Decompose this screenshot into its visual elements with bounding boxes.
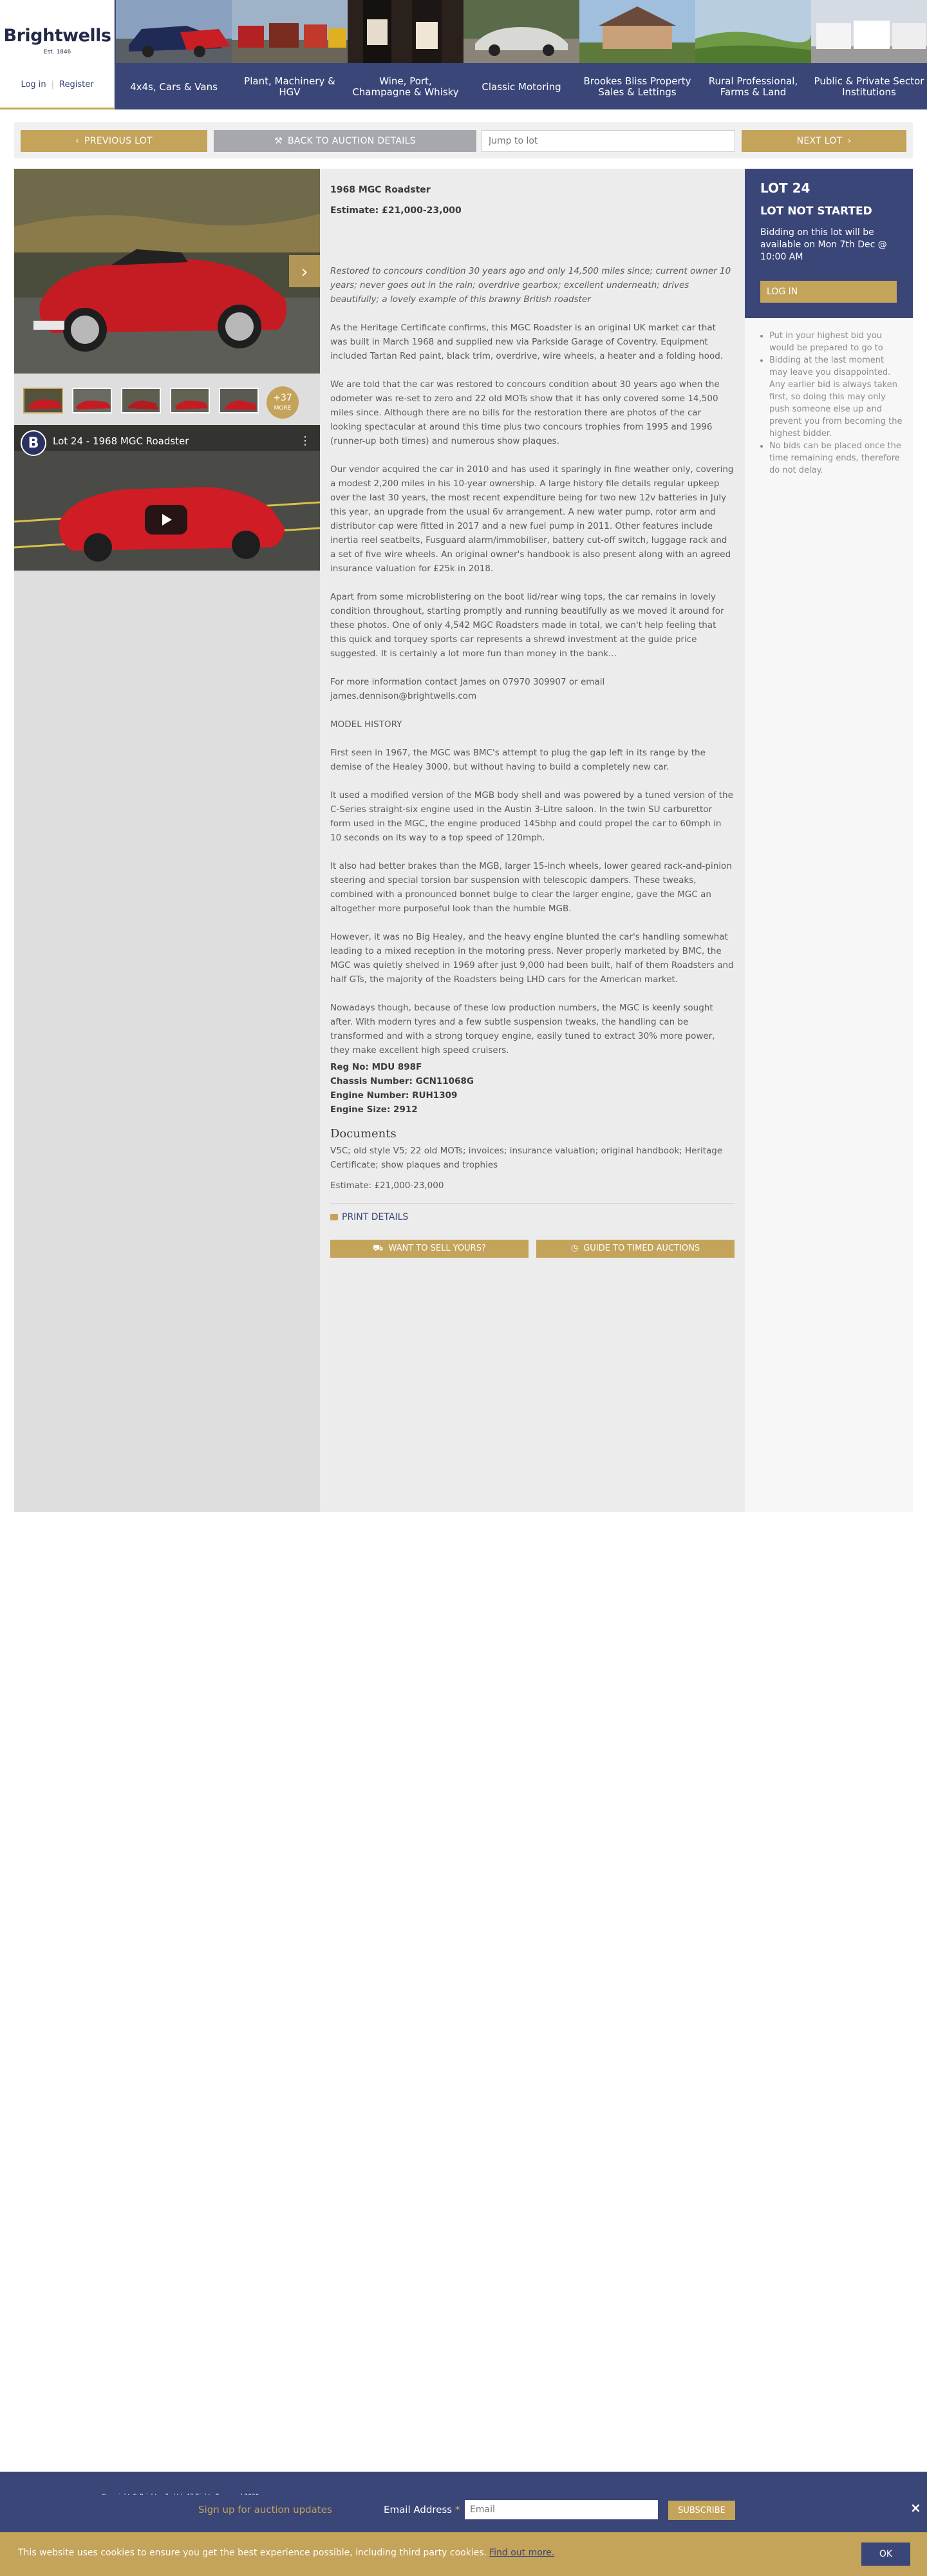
printer-icon xyxy=(330,1214,338,1220)
description-paragraph: We are told that the car was restored to concours condition about 30 years ago when the odometer was re-set to zero and 22 old MOTs show that it has only covered some 14,500 miles since. Although there are no bills for the restoration there are photos of the car looking spectacular at around this time plus two concours trophies from 1995 and 1996 (runner-up both times) and numerous show plaques. xyxy=(330,379,720,446)
description-paragraph: First seen in 1967, the MGC was BMC's attempt to plug the gap left in its range by the demise of the Healey 3000, but without having to build a completely new car. xyxy=(330,748,706,772)
log-in-button[interactable]: LOG IN xyxy=(760,281,897,303)
video-player[interactable] xyxy=(14,425,320,571)
nav-item-cars[interactable] xyxy=(116,0,232,109)
next-lot-label: NEXT LOT xyxy=(796,136,843,146)
nav-label: Public & Private Sector Institutions xyxy=(814,75,924,98)
more-photos-badge[interactable] xyxy=(267,386,299,419)
lot-estimate: Estimate: £21,000-23,000 xyxy=(330,205,462,216)
chevron-right-icon: › xyxy=(847,136,852,146)
description-paragraph: As the Heritage Certificate confirms, this MGC Roadster is an original UK market car that was built in March 1968 and supplied new via Parkside Garage of Coventry. Equipment included Tartan Red paint, black trim, overdrive, wire wheels, a heater and a folding hood. xyxy=(330,323,724,361)
chevron-right-icon: › xyxy=(301,260,308,282)
close-icon[interactable]: × xyxy=(910,2500,921,2515)
main-lot-image[interactable] xyxy=(14,169,320,374)
more-photos-count: +37 xyxy=(273,393,292,403)
nav-item-wine[interactable] xyxy=(348,0,464,109)
documents-heading: Documents xyxy=(330,1127,397,1141)
play-icon xyxy=(158,512,174,527)
bidding-tips xyxy=(760,330,903,477)
nav-photo-wine xyxy=(348,0,464,63)
nav-item-rural[interactable] xyxy=(695,0,811,109)
description-paragraph: It also had better brakes than the MGB, larger 15-inch wheels, lower geared rack-and-pinion steering and special torsion bar suspension with telescopic dampers. These tweaks, combined with a pronounced bonnet bulge to clear the larger engine, gave the MGC an altogether more purposeful look than the humble MGB. xyxy=(330,861,732,914)
thumbnail[interactable] xyxy=(170,388,210,413)
more-vertical-icon[interactable]: ⋮ xyxy=(299,434,311,448)
video-title[interactable]: Lot 24 - 1968 MGC Roadster xyxy=(53,435,189,447)
nav-label: Classic Motoring xyxy=(482,80,561,93)
nav-photo-rural xyxy=(695,0,811,63)
subscribe-button[interactable]: SUBSCRIBE xyxy=(668,2501,735,2520)
logo-area xyxy=(0,0,115,109)
lot-title: 1968 MGC Roadster xyxy=(330,185,431,195)
spec-chassis: Chassis Number: GCN11068G xyxy=(330,1076,474,1086)
lot-status-panel xyxy=(745,169,913,318)
lot-status: LOT NOT STARTED xyxy=(760,205,872,218)
thumbnail[interactable] xyxy=(72,388,112,413)
gavel-icon: ⚒ xyxy=(274,136,283,146)
more-photos-label: MORE xyxy=(274,405,292,412)
want-to-sell-button[interactable] xyxy=(330,1240,529,1258)
login-link[interactable]: Log in xyxy=(21,80,46,90)
site-header xyxy=(0,0,927,109)
documents-list: V5C; old style V5; 22 old MOTs; invoices; insurance valuation; original handbook; Heritage Certificate; show plaques and trophies xyxy=(330,1146,723,1170)
nav-label: Plant, Machinery & HGV xyxy=(244,75,335,98)
account-links xyxy=(0,80,115,90)
register-link[interactable]: Register xyxy=(59,80,94,90)
description-paragraph: Nowadays though, because of these low production numbers, the MGC is keenly sought after. With modern tyres and a few subtle suspension tweaks, the handling can be transformed and with a strong torquey engine, easily tuned to extract 30% more power, they make excellent high speed cruisers. xyxy=(330,1003,715,1056)
lot-description xyxy=(330,183,735,1258)
guide-timed-auctions-label: GUIDE TO TIMED AUCTIONS xyxy=(583,1244,700,1253)
previous-lot-button[interactable] xyxy=(21,130,207,152)
cookie-ok-button[interactable]: OK xyxy=(861,2543,910,2566)
clock-icon: ◷ xyxy=(570,1244,579,1253)
email-input[interactable] xyxy=(465,2500,658,2519)
gallery-column xyxy=(14,169,320,1512)
bidding-tip: • Bidding at the last moment may leave you disappointed. Any earlier bid is always taken first, so doing this may only push someone else up and prevent you from becoming the highest bidder. xyxy=(769,354,903,440)
lot-number: LOT 24 xyxy=(760,180,810,196)
email-label-text: Email Address xyxy=(384,2504,453,2515)
nav-label: Rural Professional, Farms & Land xyxy=(708,75,798,98)
model-history-heading: MODEL HISTORY xyxy=(330,719,402,730)
description-paragraph: It used a modified version of the MGB body shell and was powered by a tuned version of the C-Series straight-six engine used in the Austin 3-Litre saloon. In the twin SU carburettor form used in the MGC, the engine produced 145bhp and could propel the car to 60mph in 10 seconds on its way to a top speed of 120mph. xyxy=(330,790,733,843)
nav-photo-property xyxy=(579,0,695,63)
thumbnail-strip xyxy=(14,380,320,415)
bidding-tip: • No bids can be placed once the time remaining ends, therefore do not delay. xyxy=(769,440,903,477)
email-label xyxy=(384,2504,460,2515)
next-lot-button[interactable] xyxy=(742,130,906,152)
nav-photo-classic xyxy=(464,0,579,63)
bidding-tip: • Put in your highest bid you would be prepared to go to xyxy=(769,330,903,354)
nav-item-classic[interactable] xyxy=(464,0,579,109)
jump-to-lot-input[interactable] xyxy=(482,130,735,152)
back-to-auction-button[interactable] xyxy=(214,130,476,152)
nav-item-property[interactable] xyxy=(579,0,695,109)
thumbnail[interactable] xyxy=(121,388,161,413)
channel-logo[interactable]: B xyxy=(21,430,46,456)
contact-paragraph: For more information contact James on 07970 309907 or email james.dennison@brightwells.com xyxy=(330,677,605,701)
thumbnail[interactable] xyxy=(23,388,63,413)
nav-photo-public xyxy=(811,0,927,63)
cookie-text: This website uses cookies to ensure you get the best experience possible, including third party cookies. xyxy=(18,2548,487,2558)
spec-engine-number: Engine Number: RUH1309 xyxy=(330,1090,458,1101)
cookie-message xyxy=(18,2548,554,2558)
nav-label: 4x4s, Cars & Vans xyxy=(130,80,218,93)
gallery-next-arrow[interactable] xyxy=(289,255,320,287)
car-icon: ⛟ xyxy=(373,1244,384,1253)
back-to-auction-label: BACK TO AUCTION DETAILS xyxy=(287,136,416,146)
lot-estimate-bottom: Estimate: £21,000-23,000 xyxy=(330,1180,444,1191)
bottom-buttons xyxy=(330,1240,735,1258)
required-marker: * xyxy=(454,2504,460,2515)
newsletter-signup-bar xyxy=(0,2495,927,2523)
description-paragraph: Our vendor acquired the car in 2010 and has used it sparingly in fine weather only, covering a modest 2,200 miles in his 10-year ownership. A large history file details regular upkeep over the last 30 years, the most recent expenditure being for two new 12v batteries in July this year, an upgrade from the usual 6v arrangement. A new water pump, rotor arm and distributor cap were fitted in 2017 and a new fuel pump in 2011. Other features include inertia reel seatbelts, Fusguard alarm/immobiliser, battery cut-off switch, luggage rack and a set of five wire wheels. An original owner's handbook is also present along with an agreed insurance valuation for £25k in 2018. xyxy=(330,464,734,574)
lot-navigation-bar xyxy=(14,122,913,158)
nav-item-public[interactable] xyxy=(811,0,927,109)
lot-intro: Restored to concours condition 30 years ago and only 14,500 miles since; current owner 10 years; never goes out in the rain; overdrive gearbox; excellent underneath; drives beautifully; a lovely example of this brawny British roadster xyxy=(330,266,731,305)
brand-logo[interactable]: Brightwells xyxy=(3,26,111,46)
play-button[interactable] xyxy=(145,505,187,535)
want-to-sell-label: WANT TO SELL YOURS? xyxy=(388,1244,486,1253)
spec-reg: Reg No: MDU 898F xyxy=(330,1062,422,1072)
cookie-find-out-more-link[interactable]: Find out more. xyxy=(489,2548,555,2558)
nav-label: Wine, Port, Champagne & Whisky xyxy=(352,75,459,98)
spec-engine-size: Engine Size: 2912 xyxy=(330,1104,418,1115)
link-separator: | xyxy=(51,80,55,90)
brand-est: Est. 1846 xyxy=(43,49,71,55)
cookie-banner xyxy=(0,2532,927,2576)
chevron-left-icon: ‹ xyxy=(75,136,80,146)
nav-photo-cars xyxy=(116,0,232,63)
nav-item-plant[interactable] xyxy=(232,0,348,109)
nav-label: Brookes Bliss Property Sales & Lettings xyxy=(583,75,691,98)
print-details-label: PRINT DETAILS xyxy=(342,1212,409,1222)
thumbnail[interactable] xyxy=(219,388,259,413)
nav-photo-plant xyxy=(232,0,348,63)
description-paragraph: Apart from some microblistering on the boot lid/rear wing tops, the car remains in lovely condition throughout, starting promptly and running beautifully as we moved it around for these photos. One of only 4,542 MGC Roadsters made in total, we can't help feeling that this quick and torquey sports car represents a shrewd investment at the guide price suggested. It is certainly a lot more fun than money in the bank... xyxy=(330,592,724,659)
lot-description-column xyxy=(320,169,745,1512)
previous-lot-label: PREVIOUS LOT xyxy=(84,136,153,146)
guide-timed-auctions-button[interactable] xyxy=(536,1240,735,1258)
bidding-start-info: Bidding on this lot will be available on Mon 7th Dec @ 10:00 AM xyxy=(760,227,887,262)
description-paragraph: However, it was no Big Healey, and the heavy engine blunted the car's handling somewhat leading to a mixed reception in the motoring press. Never properly marketed by BMC, the MGC was quietly shelved in 1969 after just 9,000 had been built, half of them Roadsters and half GTs, the majority of the Roadsters being LHD cars for the American market. xyxy=(330,932,734,985)
signup-label: Sign up for auction updates xyxy=(198,2504,332,2515)
print-details-link[interactable] xyxy=(330,1203,735,1224)
bidding-column xyxy=(745,169,913,1512)
